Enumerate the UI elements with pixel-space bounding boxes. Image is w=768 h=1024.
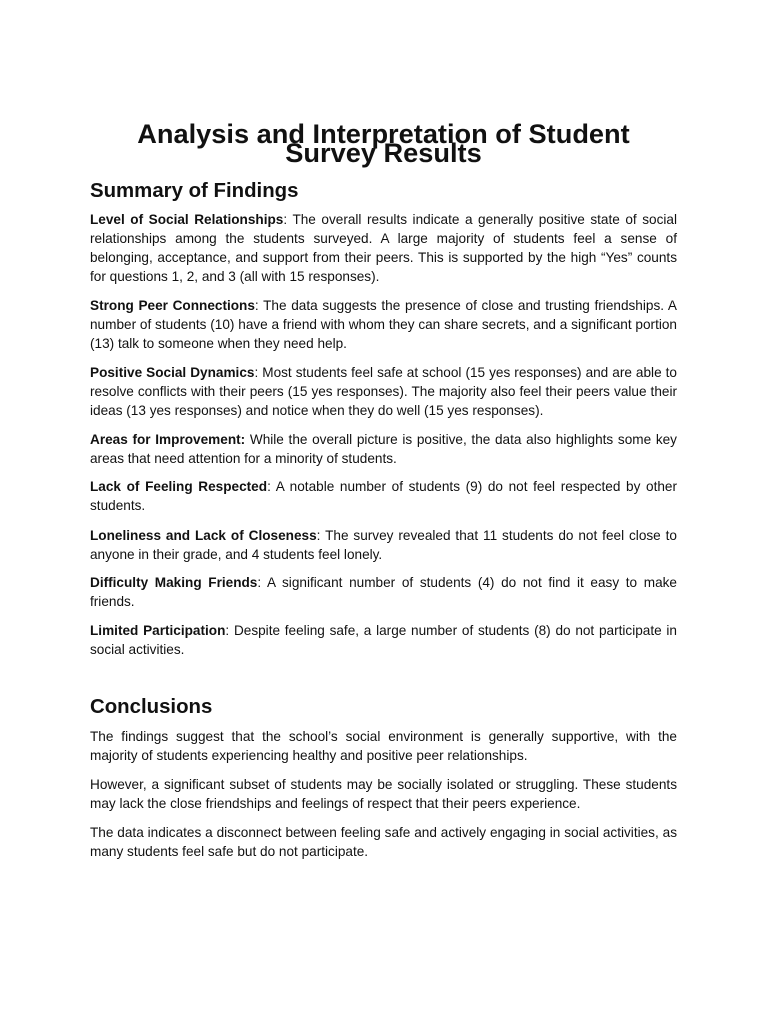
finding-loneliness <box>90 526 677 564</box>
finding-areas-improvement <box>90 430 677 468</box>
conclusion-paragraph: The findings suggest that the school’s social environment is generally supportive, with the majority of students experiencing healthy and positive peer relationships. <box>90 729 677 763</box>
finding-term: Loneliness and Lack of Closeness <box>90 528 317 543</box>
finding-separator: : <box>267 479 271 494</box>
conclusion-paragraph: However, a significant subset of students may be socially isolated or struggling. These students may lack the close friendships and feelings of respect that their peers experience. <box>90 777 677 811</box>
conclusion-paragraph: The data indicates a disconnect between feeling safe and actively engaging in social activities, as many students feel safe but do not participate. <box>90 825 677 859</box>
finding-term: Strong Peer Connections <box>90 298 255 313</box>
finding-term: Level of Social Relationships <box>90 212 284 227</box>
finding-text: A notable number of students (9) do not feel respected by other students. <box>90 479 678 513</box>
finding-separator: : <box>225 623 230 638</box>
finding-text: Most students feel safe at school (15 yes responses) and are able to resolve conflicts with their peers (15 yes responses). The majority also feel their peers value their ideas (13 yes responses) and notice when they do well (15 yes responses). <box>90 365 677 418</box>
summary-heading: Summary of Findings <box>90 180 299 202</box>
finding-separator: : <box>257 575 262 590</box>
finding-feeling-respected <box>90 477 677 515</box>
finding-term: Positive Social Dynamics <box>90 365 255 380</box>
finding-text: While the overall picture is positive, the data also highlights some key areas that need attention for a minority of students. <box>90 432 677 466</box>
finding-term: Lack of Feeling Respected <box>90 479 268 494</box>
finding-separator: : <box>283 212 288 227</box>
finding-term: Limited Participation <box>90 623 226 638</box>
finding-term: Difficulty Making Friends <box>90 575 258 590</box>
conclusions-heading: Conclusions <box>90 696 213 718</box>
finding-separator: : <box>316 528 321 543</box>
finding-text: A significant number of students (4) do not find it easy to make friends. <box>90 575 677 609</box>
finding-text: Despite feeling safe, a large number of students (8) do not participate in social activities. <box>90 623 677 657</box>
finding-limited-participation <box>90 621 677 659</box>
finding-text: The survey revealed that 11 students do not feel close to anyone in their grade, and 4 students feel lonely. <box>90 528 677 562</box>
document-title: Analysis and Interpretation of Student Survey Results <box>137 118 630 168</box>
finding-text: The data suggests the presence of close and trusting friendships. A number of students (10) have a friend with whom they can share secrets, and a significant portion (13) talk to someone when they need help. <box>90 298 677 351</box>
finding-peer-connections <box>90 296 677 353</box>
finding-term: Areas for Improvement: <box>90 432 246 447</box>
finding-separator: : <box>254 298 259 313</box>
finding-social-dynamics <box>90 363 677 420</box>
finding-social-relationships <box>90 210 677 286</box>
finding-making-friends <box>90 573 677 611</box>
finding-separator: : <box>254 365 259 380</box>
finding-text: The overall results indicate a generally positive state of social relationships among the students surveyed. A large majority of students feel a sense of belonging, acceptance, and support from their peers. This is supported by the high “Yes” counts for questions 1, 2, and 3 (all with 15 responses). <box>90 212 677 284</box>
